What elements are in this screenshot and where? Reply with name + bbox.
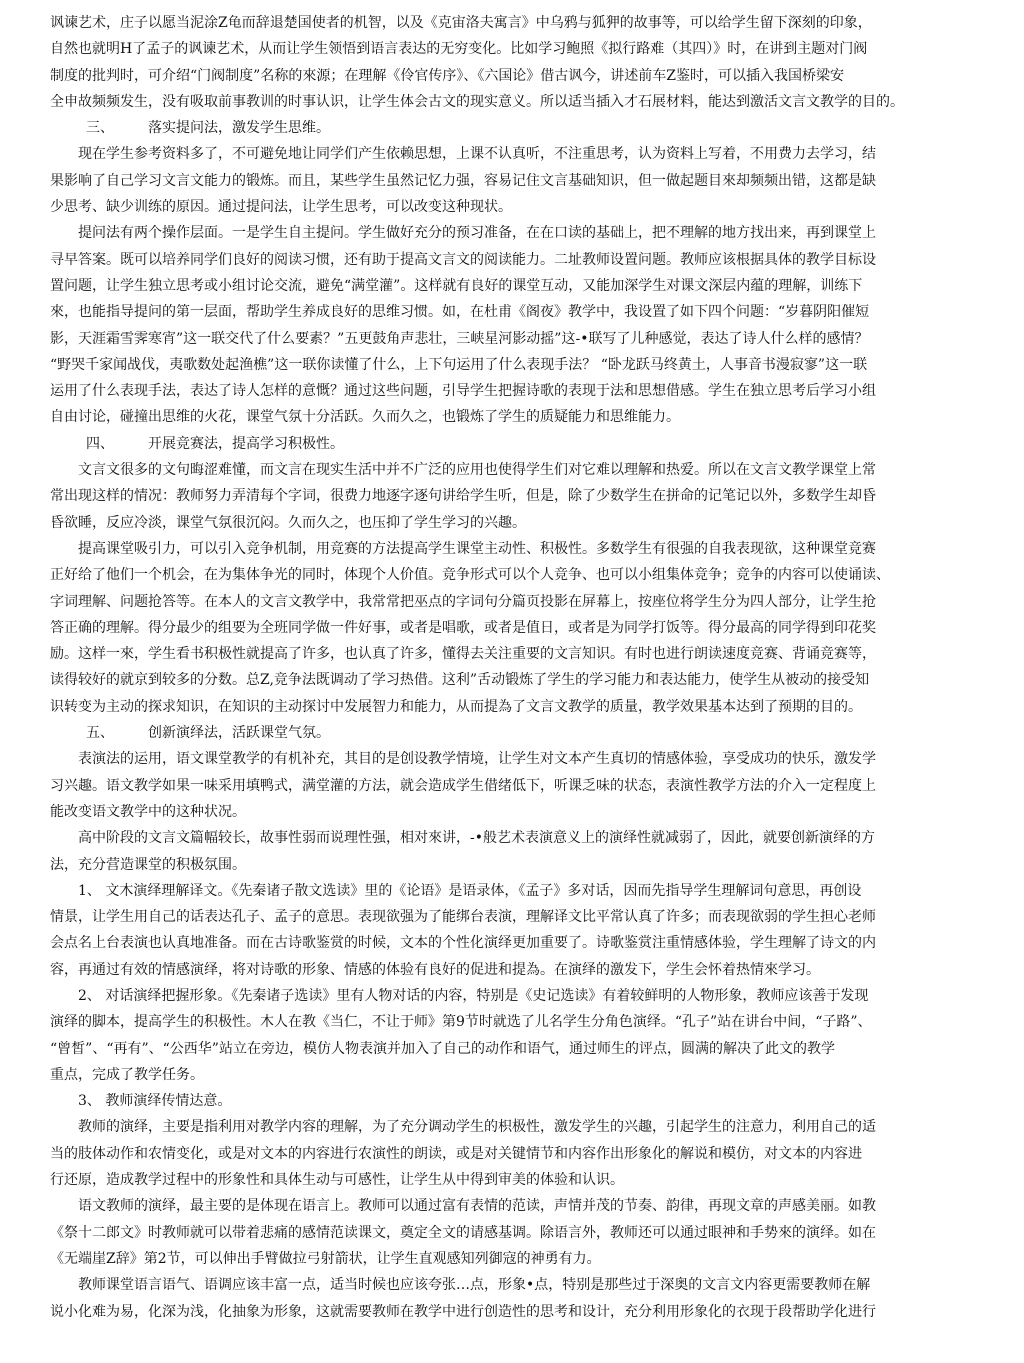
- paragraph-start: 教师的演绎，主要是指利用对教学内容的理解，为了充分调动学生的枳极性，激发学生的兴趣，引起学生的注意力，利用自己的适: [78, 1119, 876, 1136]
- document-page: [50, 10, 950, 1325]
- section-number: 三、: [86, 120, 114, 137]
- paragraph-start: 高中阶段的文言文篇幅较长，故事性弱而说理性强，相对來讲，-•般艺术表演意义上的演绎性就减弱了，因此，就要创新演绎的方: [78, 830, 875, 847]
- text-line: 法，充分营造课堂的积极氛围。: [50, 856, 246, 873]
- text-line: 來，也能指导提问的第一层面，帮助学生养成良好的思维习惯。如，在杜甫《阁夜》教学中，我设置了如下四个问题：“岁暮阴阳催短: [50, 304, 870, 321]
- text-line: 果影响了自己学习文言文能力的锻炼。而且，某些学生虽然记忆力强，容易记住文言基础知识，但一做起题目來却频频出错，这都是缺: [50, 172, 876, 189]
- text-line: 情景，让学生用自己的话表达孔子、孟子的意思。表现欲强为了能绑台表演，理解译文比平常认真了许多；而表现欲弱的学生担心老师: [50, 909, 876, 926]
- subsection-item: 3、 教师演绎传情达意。: [78, 1093, 232, 1110]
- section-heading: [50, 115, 950, 141]
- text-line: 置问题，让学生独立思考或小组讨论交流，避免“满堂灌”。这样就有良好的课堂互动，又能加深学生对课文深层内蕴的理解，训练下: [50, 277, 863, 294]
- text-line: 常出现这样的情况：教师努力弄清每个字词，很费力地逐字逐句讲给学生听，但是，除了少数学生在拼命的记笔记以外，多数学生却昏: [50, 488, 876, 505]
- section-number: 五、: [86, 725, 114, 742]
- subsection-item: 1、 文木演绎理解译文。《先秦诸子散文选读》里的《论语》是语录体，《孟子》多对话，因而先指导学生理解词句意思，再创设: [78, 882, 862, 899]
- paragraph-start: 提高课堂吸引力，可以引入竞争机制，用竞赛的方法提高学生课堂主动性、积极性。多数学生有很强的自我表现欲，这种课堂竞赛: [78, 540, 876, 557]
- paragraph-start: 表演法的运用，语文课堂教学的有机补充，其目的是创设教学情境，让学生对文本产生真切的情感体验，享受成功的快乐，激发学: [78, 751, 876, 768]
- section-title: 开展竞赛法，提高学习积极性。: [148, 435, 344, 452]
- text-line: 讽谏艺术，庄子以愿当泥涂Z龟而辞退楚国使者的机智，以及《克宙洛夫寓言》中乌鸦与狐狎的故事等，可以给学生留下深刻的印象，: [50, 15, 872, 31]
- text-line: 励。这样一來，学生看书积极性就提高了许多，也认真了许多，懂得去关注重要的文言知识。有时也进行朗读速度竞赛、背诵竞赛等，: [50, 646, 876, 663]
- text-line: 习兴趣。语文教学如果一味采用填鸭式，满堂灌的方法，就会造成学生借绪低下，听课乏味的状态，表演性教学方法的介入一定程度上: [50, 777, 876, 794]
- text-line: 容，再通过有效的情感演绎，将对诗歌的形象、情感的体验有良好的促进和提為。在演绎的激发下，学生会怀着热情來学习。: [50, 961, 820, 978]
- text-line: 自然也就明H了孟子的讽谏艺术，从而让学生领悟到语言表达的无穷变化。比如学习鲍照《拟行路难（其四）》时，在讲到主题对门阀: [50, 41, 868, 58]
- text-line: 《无端崖Z辞》第2节，可以伸出手臂做拉弓射箭状，让学生直观感知列御寇的神勇有力。: [50, 1250, 601, 1267]
- text-line: 自由讨论，碰撞出思维的火花，课堂气氛十分活跃。久而久之，也锻炼了学生的质疑能力和思维能力。: [50, 409, 680, 426]
- section-title: 创新演绎法，活跃课堂气氛。: [148, 725, 330, 742]
- paragraph-start: 教师课堂语言语气、语调应该丰富一点，适当时候也应该夸张…点，形象•点，特别是那些过于深奥的文言文内容更需要教师在解: [78, 1277, 871, 1294]
- text-line: 会点名上台表演也认真地准备。而在古诗歌鉴赏的时候，文本的个性化演绎更加重要了。诗歌鉴赏注重情感体验，学生理解了诗文的内: [50, 935, 876, 952]
- section-title: 落实提问法，激发学生思维。: [148, 120, 330, 137]
- text-line: 答正确的理解。得分最少的组要为全班同学做一件好事，或者是唱歌，或者是值日，或者是为同学打饭等。得分最高的同学得到印花奖: [50, 619, 876, 636]
- text-line: 少思考、缺少训练的原因。通过提问法，让学生思考，可以改变这种现状。: [50, 199, 512, 216]
- subsection-item: 2、 对话演绎把握形象。《先秦诸子选读》里有人物对话的内容，特别是《史记选读》有着较鲜明的人物形象，教师应该善于发现: [78, 987, 869, 1004]
- text-line: 字词理解、问题抢答等。在本人的文言文教学中，我常常把巫点的字词句分篇页投影在屏幕上，按座位将学生分为四人部分，让学生抢: [50, 593, 876, 610]
- text-line: 能改变语文教学中的这种状况。: [50, 803, 246, 820]
- text-line: 昏欲睡，反应冷淡，课堂气氛很沉闷。久而久之，也压抑了学生学习的兴趣。: [50, 514, 526, 531]
- section-heading: [50, 431, 950, 457]
- text-line: 《祭十二郎文》时教师就可以带着悲痛的感情范读课文，奠定全文的请感基调。除语言外，教师还可以通过眼神和手势來的演绎。如在: [50, 1224, 876, 1241]
- text-line: 全申故频频发生，没有吸取前事教训的时事认识，让学生体会古文的现实意义。所以适当插入才石展材料，能达到激活文言文教学的目的。: [50, 93, 904, 110]
- text-line: 运用了什么表现手法，表达了诗人怎样的意慨？通过这些问题，引导学生把握诗歌的表现于法和思想借感。学生在独立思考后学习小组: [50, 383, 876, 400]
- text-line: 制度的批判时，可介绍“门阀制度”名称的來源；在理解《伶官传序》、《六国论》借古讽今，讲述前车Z鉴时，可以插入我国桥梁安: [50, 67, 845, 84]
- text-line: 当的肢体动作和农情变化，或是对文本的内容进行农演性的朗读，或是对关键情节和内容作出形象化的解说和模仿，对文本的内容进: [50, 1145, 862, 1162]
- section-number: 四、: [86, 435, 114, 452]
- paragraph-start: 现在学生参考资料多了，不可避免地让同学们产生依赖思想，上课不认真听，不注重思考，认为资料上写着，不用费力去学习，结: [78, 146, 876, 163]
- text-line: 行还原，造成教学过程中的形象性和具体生动与可感性，让学生从中得到审美的体验和认识。: [50, 1172, 624, 1189]
- text-line: “曾皙”、“再有”、“公西华”站立在旁边，模仿人物表演并加入了自己的动作和语气，通过师生的评点，圆满的解决了此文的教学: [50, 1040, 835, 1057]
- section-heading: [50, 720, 950, 746]
- text-line: 正好给了他们一个机会，在为集体争光的同时，体现个人价值。竞争形式可以个人竞争、也可以小组集体竞争；竞争的内容可以使诵读、: [50, 567, 890, 584]
- paragraph-start: 文言文很多的文句晦涩难懂，而文言在现实生活中并不广泛的应用也使得学生们对它难以理解和热爱。所以在文言文教学课堂上常: [78, 462, 876, 479]
- paragraph-start: 提问法有两个操作层面。一是学生自主提问。学生做好充分的预习准备，在在口读的基础上，把不理解的地方找出来，再到课堂上: [78, 225, 876, 242]
- text-line: 重点，完成了教学任务。: [50, 1066, 204, 1083]
- text-line: 寻早答案。既可以培养同学们良好的阅读习惯，还有助于提高文言文的阅读能力。二址教师设置问题。教师应该根据具体的教学目标设: [50, 251, 876, 268]
- text-line: 说小化难为易，化深为浅，化抽象为形象，这就需要教师在教学中进行创造性的思考和设计，充分利用形象化的衣现于段帮助学化进行: [50, 1303, 876, 1320]
- text-line: “野哭千家闻战伐，夷歌数处起渔樵”这一联你读懂了什么，上下句运用了什么表现手法？ “卧龙跃马终黄土，人事音书漫寂寥”这一联: [50, 356, 868, 373]
- text-line: 识转变为主动的探求知识，在知识的主动探讨中发展智力和能力，从而提為了文言文教学的质量，教学效果基本达到了预期的目的。: [50, 698, 862, 715]
- text-line: 演绎的脚本，提高学生的积极性。木人在教《当仁，不让于师》第9节时就选了儿名学生分角色演绎。“孔子”站在讲台中间，“子路”、: [50, 1014, 872, 1031]
- text-line: 影，天涯霜雪霁寒宵”这一联交代了什么要素？”五更鼓角声悲壮，三峡星河影动摇”这-•联写了儿种感觉，表达了诗人什么样的感情？: [50, 330, 869, 347]
- paragraph-start: 语文教师的演绎，最主要的是体现在语言上。教师可以通过富有表情的范读，声情并茂的节奏、韵律，再现文章的声感美丽。如教: [78, 1198, 876, 1215]
- text-line: 读得较好的就京到较多的分数。总Z,竞争法既调动了学习热借。这利”舌动锻炼了学生的学习能力和表达能力，使学生从被动的接受知: [50, 672, 870, 689]
